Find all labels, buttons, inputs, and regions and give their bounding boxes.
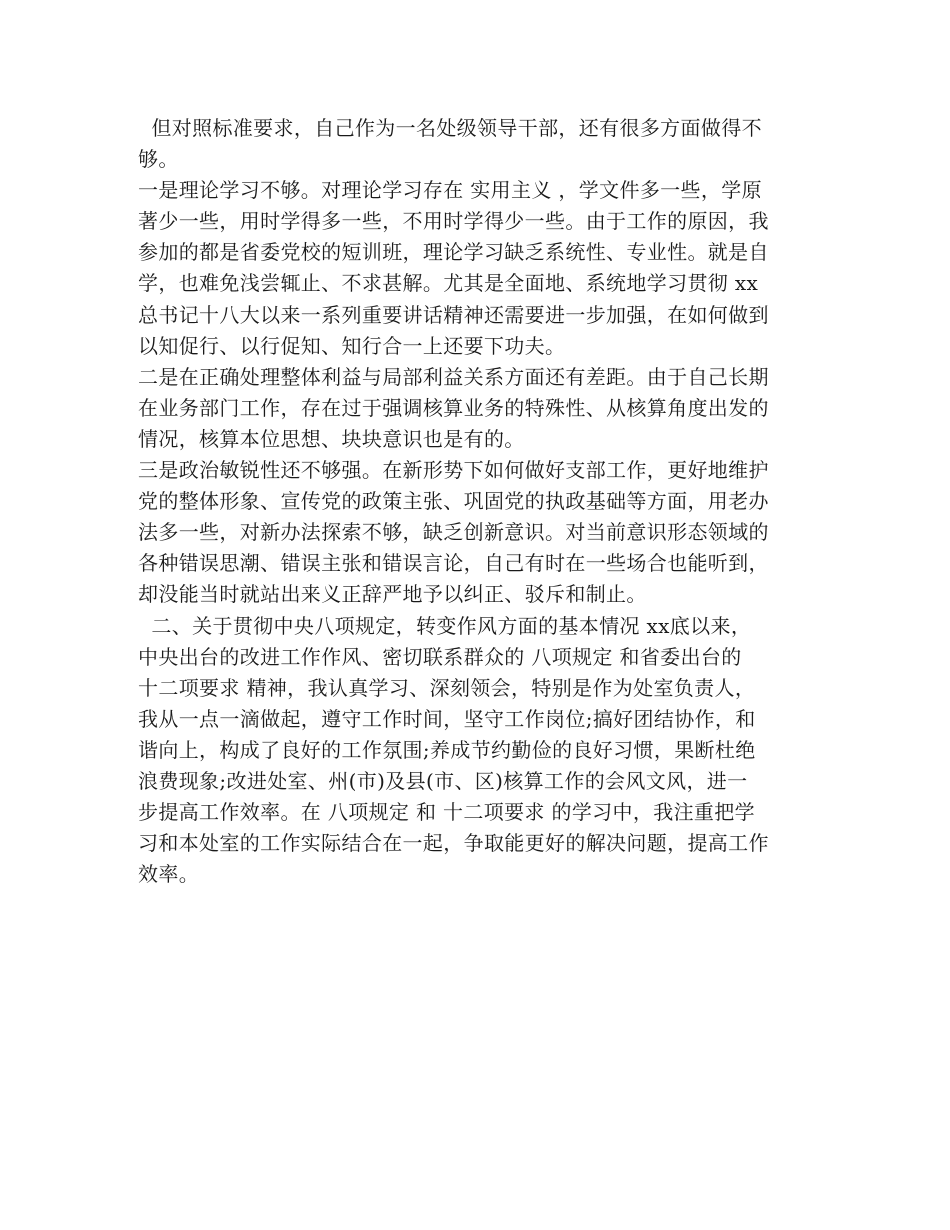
text-line: 以知促行、以行促知、知行合一上还要下功夫。 [138,333,566,358]
text-line: 一是理论学习不够。对理论学习存在 实用主义 ，学文件多一些，学原 [138,178,762,203]
text-line: 步提高工作效率。在 八项规定 和 十二项要求 的学习中，我注重把学 [138,800,755,825]
text-line: 在业务部门工作，存在过于强调核算业务的特殊性、从核算角度出发的 [138,395,769,420]
text-line: 情况，核算本位思想、块块意识也是有的。 [138,426,525,451]
text-line: 参加的都是省委党校的短训班，理论学习缺乏系统性、专业性。就是自 [138,240,769,265]
text-line: 中央出台的改进工作作风、密切联系群众的 八项规定 和省委出台的 [138,644,742,669]
text-line: 党的整体形象、宣传党的政策主张、巩固党的执政基础等方面，用老办 [138,489,769,514]
text-line: 十二项要求 精神，我认真学习、深刻领会，特别是作为处室负责人， [138,675,756,700]
text-line: 法多一些，对新办法探索不够，缺乏创新意识。对当前意识形态领域的 [138,520,769,545]
text-line: 二、关于贯彻中央八项规定，转变作风方面的基本情况 xx底以来， [138,613,752,638]
text-line: 二是在正确处理整体利益与局部利益关系方面还有差距。由于自己长期 [138,364,769,389]
text-line: 著少一些，用时学得多一些，不用时学得少一些。由于工作的原因，我 [138,209,769,234]
text-line: 够。 [138,147,179,172]
text-line: 总书记十八大以来一系列重要讲话精神还需要进一步加强，在如何做到 [138,302,769,327]
text-line: 却没能当时就站出来义正辞严地予以纠正、驳斥和制止。 [138,582,647,607]
document-body [138,113,818,890]
text-line: 浪费现象;改进处室、州(市)及县(市、区)核算工作的会风文风，进一 [138,768,748,793]
text-line: 各种错误思潮、错误主张和错误言论，自己有时在一些场合也能听到， [138,551,769,576]
text-line: 习和本处室的工作实际结合在一起，争取能更好的解决问题，提高工作 [138,831,769,856]
text-line: 三是政治敏锐性还不够强。在新形势下如何做好支部工作，更好地维护 [138,458,769,483]
text-line: 但对照标准要求，自己作为一名处级领导干部，还有很多方面做得不 [138,116,762,140]
text-line: 谐向上，构成了良好的工作氛围;养成节约勤俭的良好习惯，果断杜绝 [138,737,756,762]
text-line: 效率。 [138,862,200,887]
text-line: 学，也难免浅尝辄止、不求甚解。尤其是全面地、系统地学习贯彻 xx [138,271,759,296]
text-line: 我从一点一滴做起，遵守工作时间，坚守工作岗位;搞好团结协作，和 [138,706,756,731]
